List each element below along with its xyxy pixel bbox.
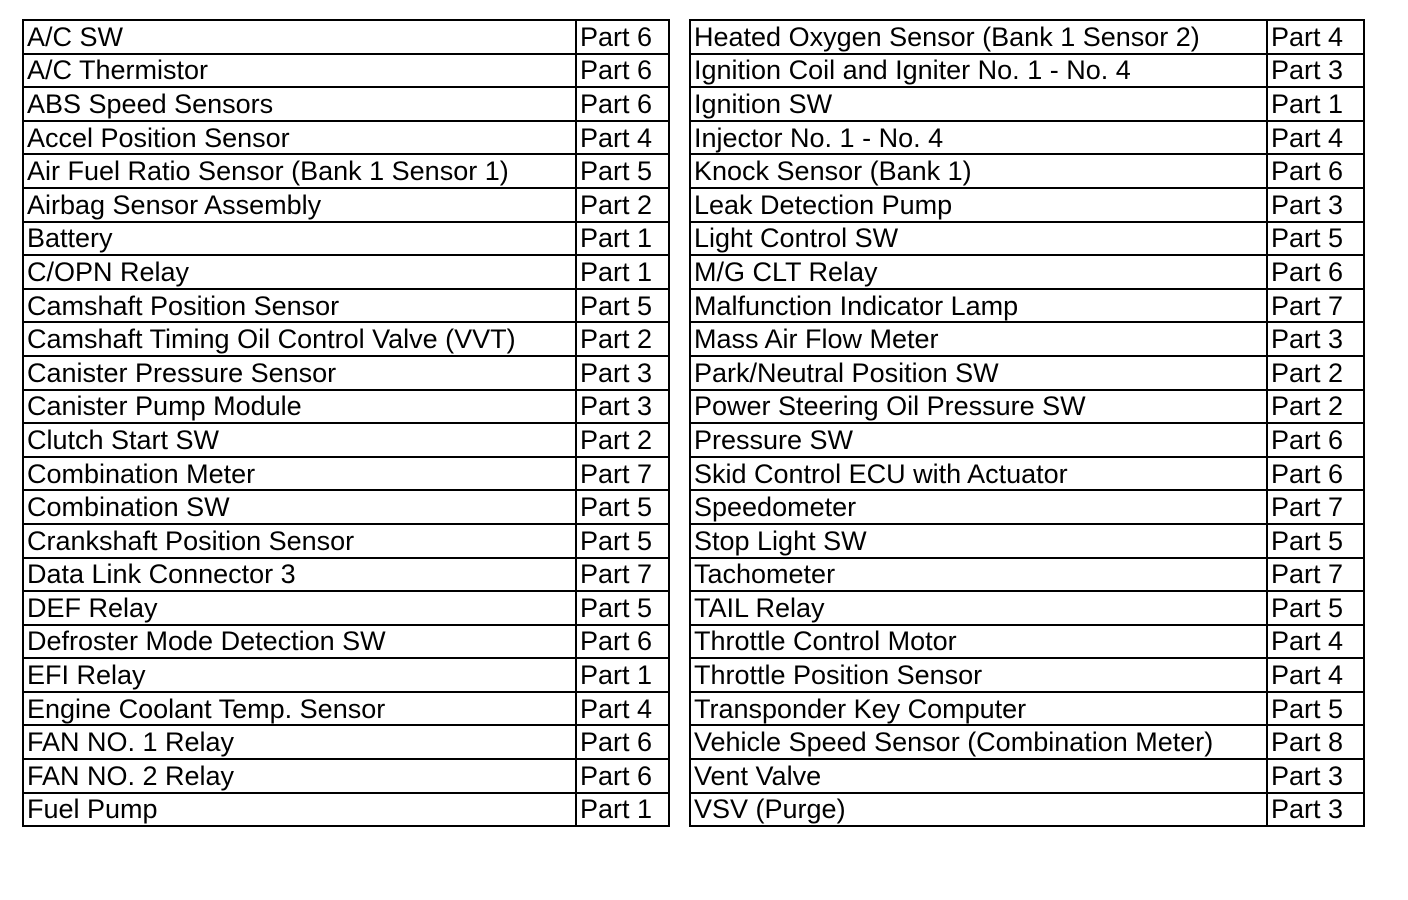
part-number-cell: Part 6 [576,725,669,759]
table-row [690,390,1364,424]
table-row [23,154,669,188]
component-name-cell: FAN NO. 2 Relay [23,759,576,793]
table-row [23,725,669,759]
table-row [690,356,1364,390]
part-number-cell: Part 1 [576,658,669,692]
part-number-cell: Part 5 [576,591,669,625]
table-row [690,524,1364,558]
part-number-cell: Part 1 [1267,87,1364,121]
table-row [690,322,1364,356]
component-name-cell: Camshaft Timing Oil Control Valve (VVT) [23,322,576,356]
component-name-cell: VSV (Purge) [690,793,1267,827]
table-row [690,457,1364,491]
component-name-cell: Engine Coolant Temp. Sensor [23,692,576,726]
part-number-cell: Part 6 [1267,154,1364,188]
component-name-cell: Pressure SW [690,423,1267,457]
component-name-cell: Malfunction Indicator Lamp [690,289,1267,323]
table-row [23,658,669,692]
part-number-cell: Part 6 [1267,423,1364,457]
component-name-cell: Knock Sensor (Bank 1) [690,154,1267,188]
part-number-cell: Part 4 [1267,121,1364,155]
table-row [690,490,1364,524]
part-number-cell: Part 6 [1267,457,1364,491]
part-number-cell: Part 3 [1267,793,1364,827]
part-number-cell: Part 2 [576,188,669,222]
part-number-cell: Part 4 [1267,625,1364,659]
table-row [690,255,1364,289]
table-row [690,591,1364,625]
table-row [23,457,669,491]
component-name-cell: DEF Relay [23,591,576,625]
component-name-cell: Ignition Coil and Igniter No. 1 - No. 4 [690,54,1267,88]
table-row [690,625,1364,659]
component-name-cell: A/C SW [23,20,576,54]
table-row [23,20,669,54]
part-number-cell: Part 7 [576,457,669,491]
component-name-cell: Heated Oxygen Sensor (Bank 1 Sensor 2) [690,20,1267,54]
part-number-cell: Part 5 [1267,692,1364,726]
part-number-cell: Part 6 [576,54,669,88]
component-name-cell: Fuel Pump [23,793,576,827]
left-table-body [23,20,669,826]
part-number-cell: Part 2 [1267,390,1364,424]
table-row [23,558,669,592]
part-number-cell: Part 7 [576,558,669,592]
part-number-cell: Part 5 [576,154,669,188]
table-row [23,793,669,827]
component-name-cell: ABS Speed Sensors [23,87,576,121]
table-row [23,87,669,121]
component-name-cell: Vent Valve [690,759,1267,793]
component-name-cell: Canister Pressure Sensor [23,356,576,390]
component-name-cell: Stop Light SW [690,524,1267,558]
part-number-cell: Part 1 [576,793,669,827]
component-name-cell: Leak Detection Pump [690,188,1267,222]
component-name-cell: Throttle Control Motor [690,625,1267,659]
component-name-cell: Power Steering Oil Pressure SW [690,390,1267,424]
part-number-cell: Part 2 [576,423,669,457]
table-row [23,222,669,256]
part-number-cell: Part 6 [576,20,669,54]
component-name-cell: Speedometer [690,490,1267,524]
component-index-right-table [689,19,1365,827]
component-name-cell: Data Link Connector 3 [23,558,576,592]
component-name-cell: EFI Relay [23,658,576,692]
table-row [690,188,1364,222]
component-name-cell: Skid Control ECU with Actuator [690,457,1267,491]
part-number-cell: Part 6 [576,625,669,659]
component-name-cell: Vehicle Speed Sensor (Combination Meter) [690,725,1267,759]
table-row [690,289,1364,323]
part-number-cell: Part 2 [576,322,669,356]
part-number-cell: Part 3 [1267,54,1364,88]
component-name-cell: Air Fuel Ratio Sensor (Bank 1 Sensor 1) [23,154,576,188]
part-number-cell: Part 7 [1267,289,1364,323]
component-name-cell: Accel Position Sensor [23,121,576,155]
part-number-cell: Part 2 [1267,356,1364,390]
table-row [23,625,669,659]
table-row [690,423,1364,457]
table-row [23,54,669,88]
component-name-cell: Defroster Mode Detection SW [23,625,576,659]
part-number-cell: Part 5 [576,490,669,524]
component-name-cell: Injector No. 1 - No. 4 [690,121,1267,155]
table-row [23,188,669,222]
table-row [23,524,669,558]
table-row [690,121,1364,155]
component-name-cell: Light Control SW [690,222,1267,256]
component-name-cell: FAN NO. 1 Relay [23,725,576,759]
component-name-cell: Airbag Sensor Assembly [23,188,576,222]
table-row [23,356,669,390]
part-number-cell: Part 5 [576,524,669,558]
table-row [23,759,669,793]
table-row [690,725,1364,759]
part-number-cell: Part 7 [1267,490,1364,524]
component-name-cell: C/OPN Relay [23,255,576,289]
part-number-cell: Part 4 [576,121,669,155]
table-row [690,222,1364,256]
part-number-cell: Part 3 [576,390,669,424]
table-row [690,20,1364,54]
table-row [23,322,669,356]
component-name-cell: Clutch Start SW [23,423,576,457]
part-number-cell: Part 4 [576,692,669,726]
component-name-cell: Ignition SW [690,87,1267,121]
part-number-cell: Part 6 [576,759,669,793]
part-number-cell: Part 5 [1267,524,1364,558]
component-name-cell: Combination Meter [23,457,576,491]
table-row [23,423,669,457]
table-row [690,154,1364,188]
table-row [23,490,669,524]
part-number-cell: Part 5 [1267,222,1364,256]
part-number-cell: Part 6 [576,87,669,121]
component-name-cell: Camshaft Position Sensor [23,289,576,323]
component-name-cell: Battery [23,222,576,256]
table-row [690,759,1364,793]
table-row [23,255,669,289]
part-number-cell: Part 1 [576,255,669,289]
component-name-cell: Mass Air Flow Meter [690,322,1267,356]
part-number-cell: Part 5 [576,289,669,323]
part-number-cell: Part 4 [1267,20,1364,54]
table-row [690,87,1364,121]
part-number-cell: Part 1 [576,222,669,256]
part-number-cell: Part 3 [1267,759,1364,793]
component-name-cell: M/G CLT Relay [690,255,1267,289]
component-name-cell: TAIL Relay [690,591,1267,625]
component-name-cell: Crankshaft Position Sensor [23,524,576,558]
table-row [23,121,669,155]
table-row [23,692,669,726]
component-name-cell: Canister Pump Module [23,390,576,424]
component-name-cell: Tachometer [690,558,1267,592]
table-row [690,558,1364,592]
component-index-left-table [22,19,670,827]
table-row [690,692,1364,726]
table-row [23,390,669,424]
component-name-cell: Park/Neutral Position SW [690,356,1267,390]
table-row [23,289,669,323]
table-row [690,793,1364,827]
part-number-cell: Part 6 [1267,255,1364,289]
part-number-cell: Part 8 [1267,725,1364,759]
right-table-body [690,20,1364,826]
part-number-cell: Part 3 [576,356,669,390]
component-name-cell: Throttle Position Sensor [690,658,1267,692]
part-number-cell: Part 4 [1267,658,1364,692]
component-name-cell: A/C Thermistor [23,54,576,88]
table-row [23,591,669,625]
part-number-cell: Part 7 [1267,558,1364,592]
part-number-cell: Part 3 [1267,322,1364,356]
part-number-cell: Part 3 [1267,188,1364,222]
part-number-cell: Part 5 [1267,591,1364,625]
component-name-cell: Transponder Key Computer [690,692,1267,726]
component-name-cell: Combination SW [23,490,576,524]
table-row [690,658,1364,692]
table-row [690,54,1364,88]
